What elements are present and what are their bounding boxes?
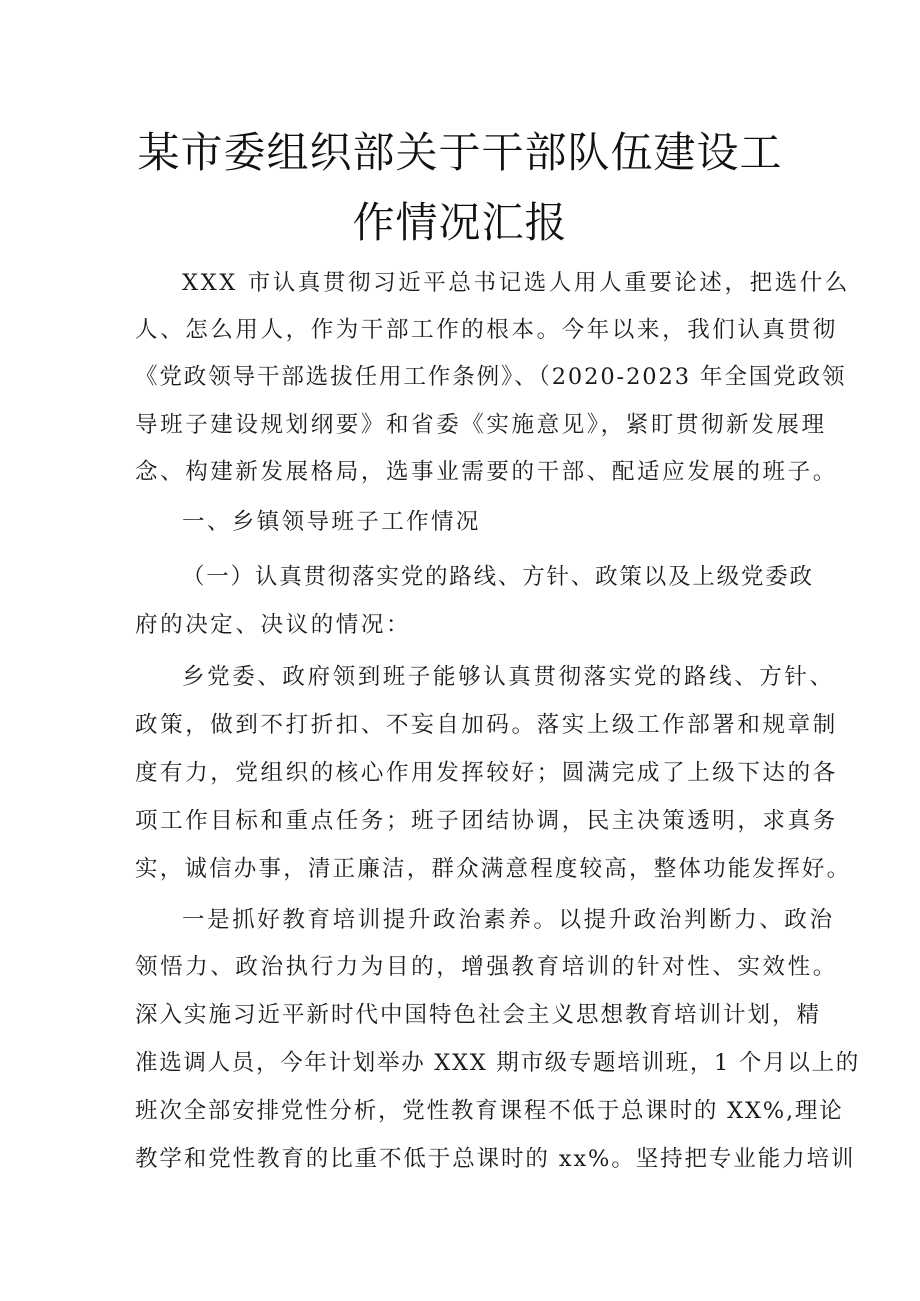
paragraph-line: 人、怎么用人，作为干部工作的根本。今年以来，我们认真贯彻 — [135, 317, 838, 343]
paragraph-line: 准选调人员，今年计划举办 XXX 期市级专题培训班，1 个月以上的 — [135, 1050, 860, 1076]
paragraph-line: 深入实施习近平新时代中国特色社会主义思想教育培训计划，精 — [135, 1002, 822, 1028]
paragraph-line: 一是抓好教育培训提升政治素养。以提升政治判断力、政治 — [182, 907, 835, 933]
section-heading: 一、乡镇领导班子工作情况 — [182, 509, 481, 535]
paragraph-line: XXX 市认真贯彻习近平总书记选人用人重要论述，把选什么 — [182, 270, 851, 296]
paragraph-line: 导班子建设规划纲要》和省委《实施意见》，紧盯贯彻新发展理 — [135, 412, 827, 438]
document-title-line-2: 作情况汇报 — [352, 198, 568, 247]
paragraph-line: 教学和党性教育的比重不低于总课时的 xx%。坚持把专业能力培训 — [135, 1146, 856, 1172]
paragraph-line: 实，诚信办事，清正廉洁，群众满意程度较高，整体功能发挥好。 — [135, 856, 852, 882]
document-title-line-1: 某市委组织部关于干部队伍建设工 — [137, 128, 783, 177]
paragraph-line: 乡党委、政府领到班子能够认真贯彻落实党的路线、方针、 — [182, 664, 835, 690]
paragraph-line: 项工作目标和重点任务；班子团结协调，民主决策透明，求真务 — [135, 808, 838, 834]
subsection-heading-continued: 府的决定、决议的情况： — [135, 612, 412, 638]
paragraph-line: 度有力，党组织的核心作用发挥较好；圆满完成了上级下达的各 — [135, 760, 838, 786]
paragraph-line: 《党政领导干部选拔任用工作条例》、（2020-2023 年全国党政领 — [135, 364, 847, 390]
subsection-heading: （一）认真贯彻落实党的路线、方针、政策以及上级党委政 — [182, 564, 814, 590]
paragraph-line: 班次全部安排党性分析，党性教育课程不低于总课时的 XX%,理论 — [135, 1098, 844, 1124]
paragraph-line: 念、构建新发展格局，选事业需要的干部、配适应发展的班子。 — [135, 459, 838, 485]
paragraph-line: 政策，做到不打折扣、不妄自加码。落实上级工作部署和规章制 — [135, 712, 838, 738]
paragraph-line: 领悟力、政治执行力为目的，增强教育培训的针对性、实效性。 — [135, 954, 838, 980]
